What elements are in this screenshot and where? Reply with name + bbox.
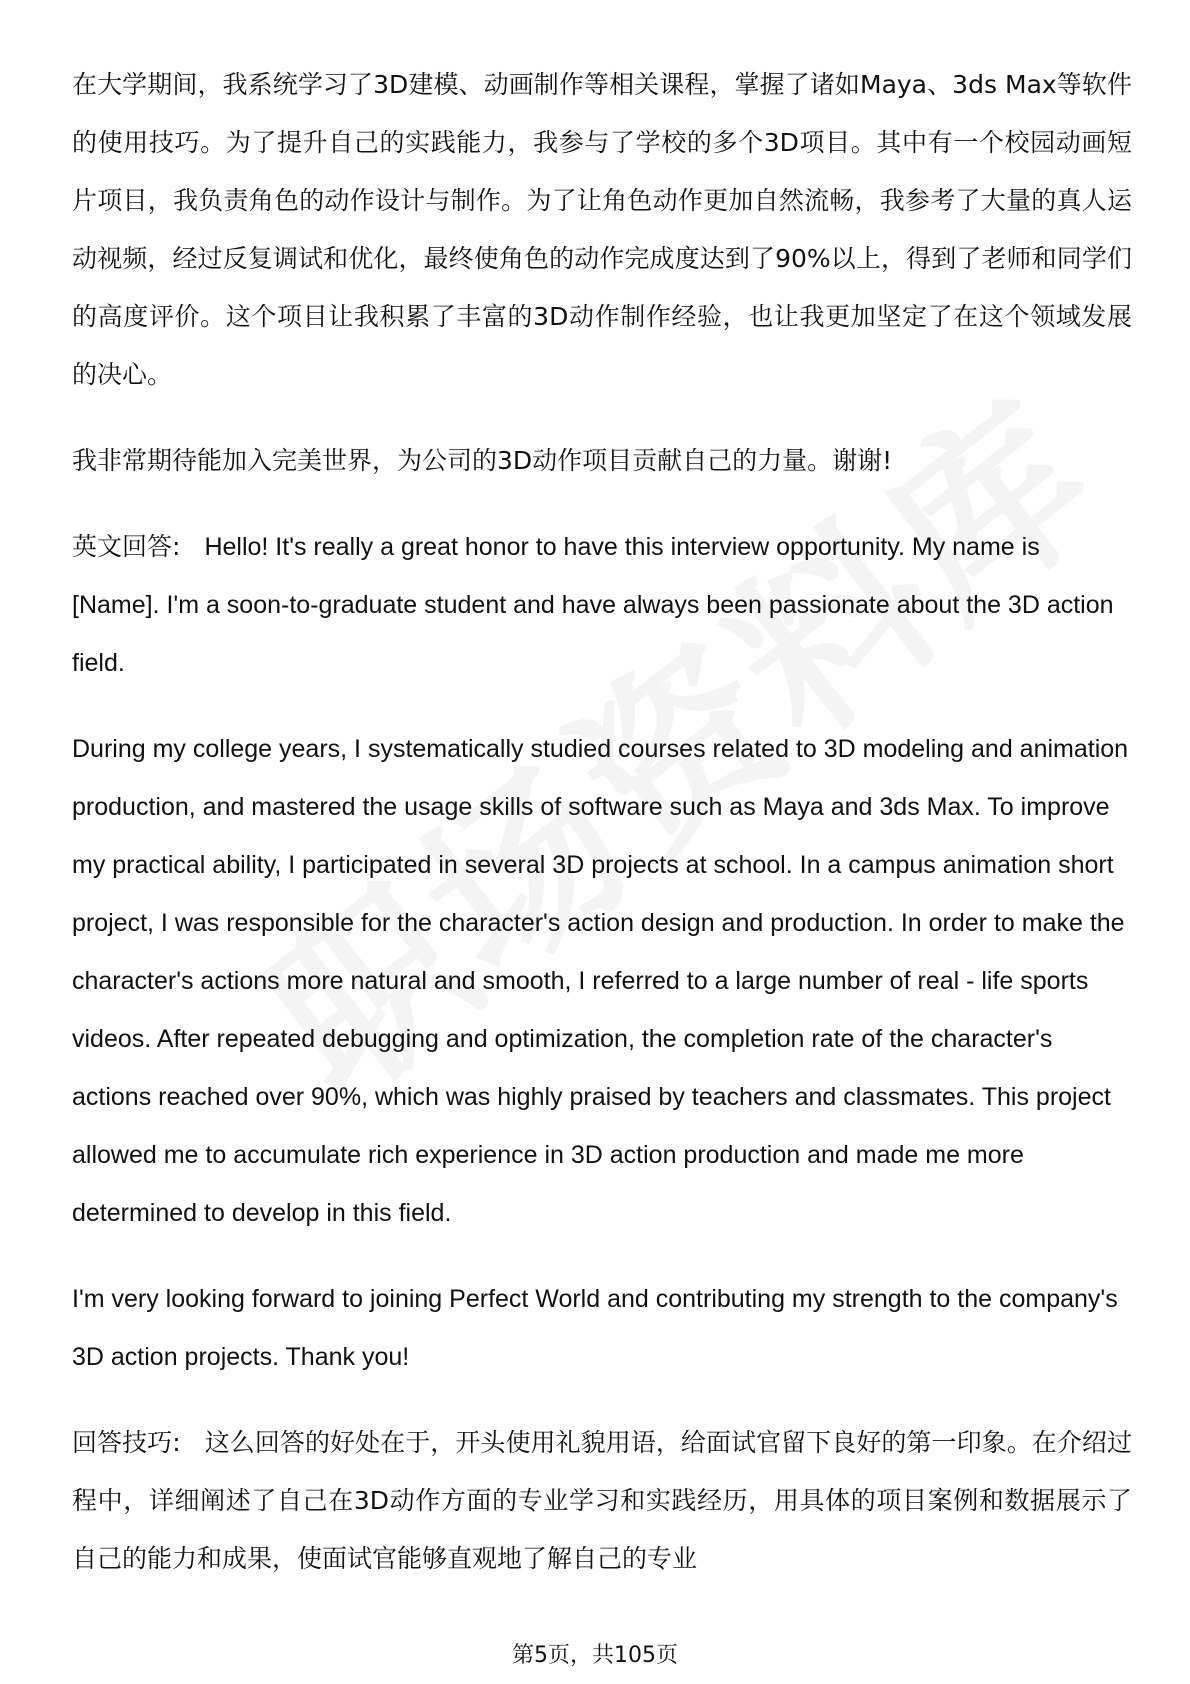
paragraph-answer-tips bbox=[72, 1414, 1132, 1588]
english-answer-label: 英文回答: bbox=[72, 532, 181, 561]
paragraph-college-experience-en: During my college years, I systematically studied courses related to 3D modeling and animation production, and mastered the usage skills of software such as Maya and 3ds Max. To improve my practical ability, I participated in several 3D projects at school. In a campus animation short project, I was responsible for the character's action design and production. In order to make the character's actions more natural and smooth, I referred to a large number of real - life sports videos. After repeated debugging and optimization, the completion rate of the character's actions reached over 90%, which was highly praised by teachers and classmates. This project allowed me to accumulate rich experience in 3D action production and made me more determined to develop in this field. bbox=[72, 735, 1129, 1227]
paragraph-college-experience-cn: 在大学期间，我系统学习了3D建模、动画制作等相关课程，掌握了诸如Maya、3ds Max等软件的使用技巧。为了提升自己的实践能力，我参与了学校的多个3D项目。其中有一个校园动画短片项目，我负责角色的动作设计与制作。为了让角色动作更加自然流畅，我参考了大量的真人运动视频，经过反复调试和优化，最终使角色的动作完成度达到了90%以上，得到了老师和同学们的高度评价。这个项目让我积累了丰富的3D动作制作经验，也让我更加坚定了在这个领域发展的决心。 bbox=[72, 70, 1132, 389]
answer-tips-text: 这么回答的好处在于，开头使用礼貌用语，给面试官留下良好的第一印象。在介绍过程中，详细阐述了自己在3D动作方面的专业学习和实践经历，用具体的项目案例和数据展示了自己的能力和成果，使面试官能够直观地了解自己的专业 bbox=[72, 1428, 1132, 1573]
paragraph-english-answer-intro bbox=[72, 518, 1132, 692]
answer-tips-label: 回答技巧: bbox=[72, 1428, 181, 1457]
page-number: 第5页，共105页 bbox=[512, 1643, 678, 1668]
paragraph-closing-en: I'm very looking forward to joining Perfect World and contributing my strength to the company's 3D action projects. Thank you! bbox=[72, 1285, 1118, 1371]
paragraph-closing-cn: 我非常期待能加入完美世界，为公司的3D动作项目贡献自己的力量。谢谢! bbox=[72, 446, 893, 475]
english-answer-intro-text: Hello! It's really a great honor to have this interview opportunity. My name is [Name]. I'm a soon-to-graduate student and have always been passionate about the 3D action field. bbox=[72, 533, 1114, 677]
document-body bbox=[72, 56, 1132, 1616]
